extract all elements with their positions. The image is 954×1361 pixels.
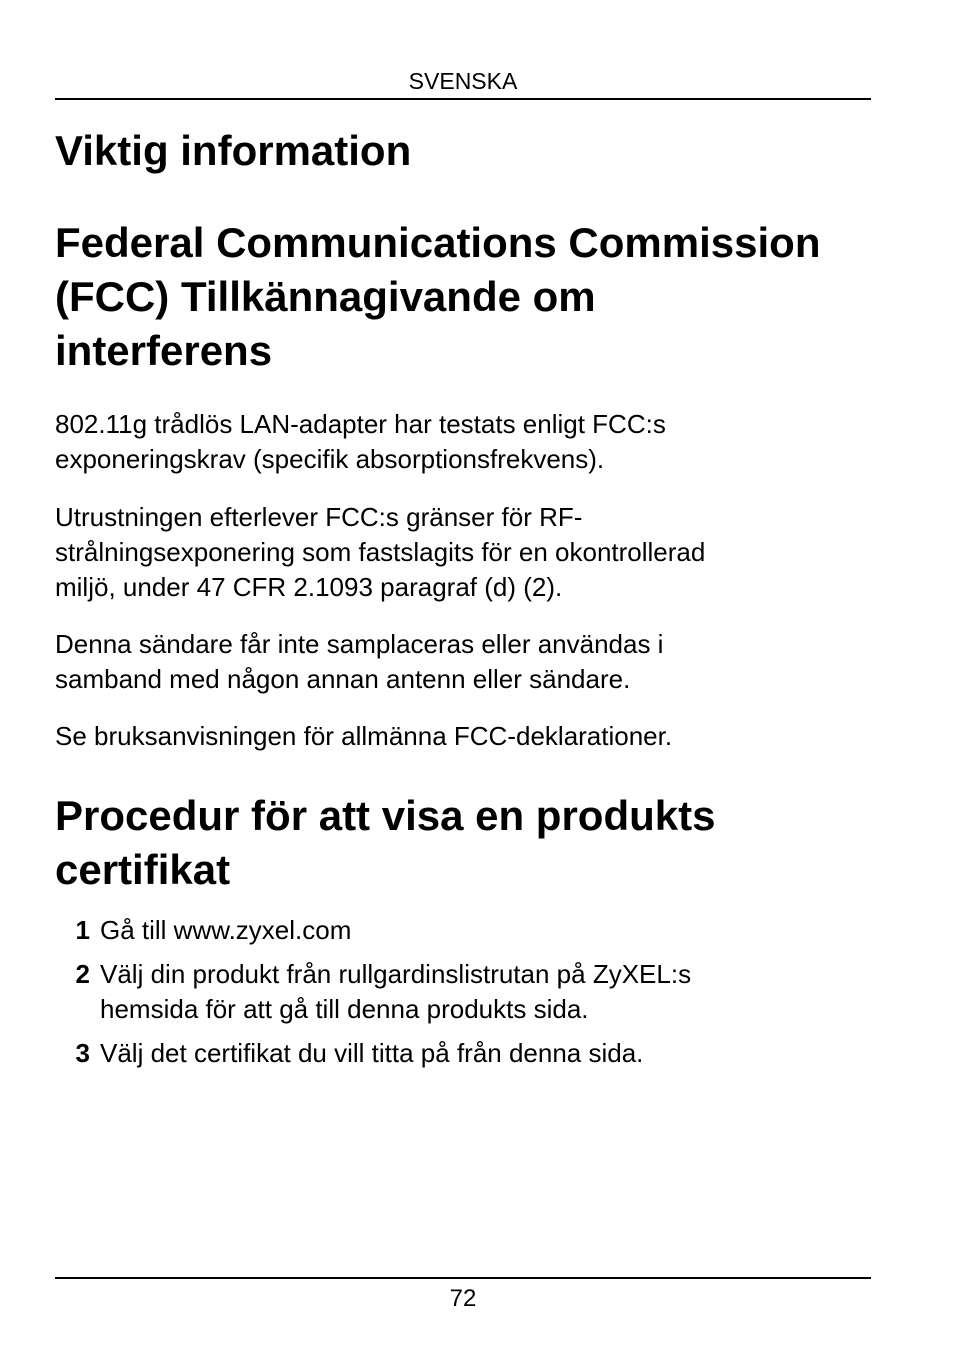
step-line: Välj din produkt från rullgardinslistrutan på ZyXEL:s: [100, 959, 692, 989]
step-number: 3: [75, 1038, 90, 1068]
page-number: 72: [449, 1285, 477, 1312]
paragraph-colocation: [55, 627, 875, 697]
paragraph-adapter-tested: [55, 407, 875, 477]
fcc-title-line-2: (FCC) Tillkännagivande om: [55, 273, 596, 320]
step-item: [55, 913, 875, 948]
step-line: Välj det certifikat du vill titta på från denna sida.: [100, 1038, 644, 1068]
paragraph-rf-exposure: [55, 500, 875, 605]
procedur-title-line-1: Procedur för att visa en produkts: [55, 792, 716, 839]
step-line: Gå till www.zyxel.com: [100, 915, 352, 945]
paragraph-line: Denna sändare får inte samplaceras eller användas i: [55, 629, 664, 659]
step-list: [55, 913, 875, 1080]
paragraph-line: samband med någon annan antenn eller sändare.: [55, 664, 631, 694]
paragraph-line: Se bruksanvisningen för allmänna FCC-deklarationer.: [55, 721, 673, 751]
step-text: [100, 913, 875, 948]
section-title-viktig-information: Viktig information: [55, 127, 412, 174]
fcc-title-line-1: Federal Communications Commission: [55, 219, 821, 266]
step-item: [55, 957, 875, 1027]
fcc-title-line-3: interferens: [55, 327, 273, 374]
section-title-procedur: [55, 789, 885, 897]
paragraph-line: strålningsexponering som fastslagits för en okontrollerad: [55, 537, 706, 567]
paragraph-see-manual: [55, 719, 875, 754]
step-item: [55, 1036, 875, 1071]
paragraph-line: exponeringskrav (specifik absorptionsfrekvens).: [55, 444, 605, 474]
header-divider: [55, 98, 871, 100]
paragraph-line: Utrustningen efterlever FCC:s gränser för RF-: [55, 502, 583, 532]
paragraph-line: 802.11g trådlös LAN-adapter har testats enligt FCC:s: [55, 409, 666, 439]
section-title-fcc: [55, 216, 885, 378]
step-line: hemsida för att gå till denna produkts sida.: [100, 994, 589, 1024]
step-text: [100, 957, 875, 1027]
footer-divider: [55, 1277, 871, 1279]
procedur-title-line-2: certifikat: [55, 846, 231, 893]
step-text: [100, 1036, 875, 1071]
step-number: 2: [75, 959, 90, 989]
paragraph-line: miljö, under 47 CFR 2.1093 paragraf (d) (2).: [55, 572, 563, 602]
language-header: SVENSKA: [408, 68, 518, 94]
step-number: 1: [75, 915, 90, 945]
